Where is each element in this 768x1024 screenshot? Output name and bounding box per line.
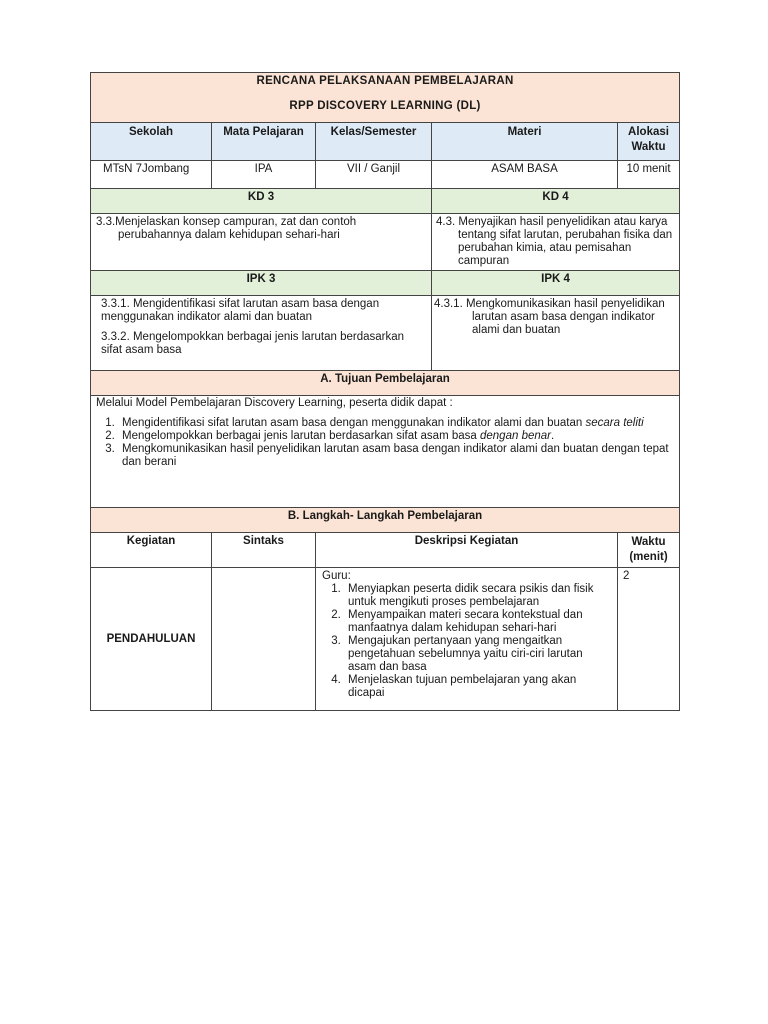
- deskripsi-pendahuluan: [316, 568, 618, 711]
- ipk4-text: 4.3.1. Mengkomunikasikan hasil penyelidikan larutan asam basa dengan indikator alami dan buatan: [434, 298, 665, 336]
- col-kegiatan: Kegiatan: [91, 533, 212, 568]
- ipk3-item-1: 3.3.1. Mengidentifikasi sifat larutan asam basa dengan menggunakan indikator alami dan buatan: [101, 298, 380, 323]
- header-alokasi-waktu: Alokasi Waktu: [618, 123, 680, 161]
- header-mata-pelajaran: Mata Pelajaran: [212, 123, 316, 161]
- ipk-text-row: [91, 296, 680, 371]
- tujuan-item-2-text: Mengelompokkan berbagai jenis larutan berdasarkan sifat asam basa: [122, 430, 480, 442]
- ipk4-cell: [432, 296, 680, 371]
- pendahuluan-steps: [322, 583, 612, 700]
- pendahuluan-step-1: 1. Menyiapkan peserta didik secara psikis dan fisik untuk mengikuti proses pembelajaran: [344, 583, 612, 609]
- tujuan-item-1-emphasis: secara teliti: [585, 417, 644, 429]
- rpp-document: [90, 72, 679, 711]
- kd-text-row: [91, 214, 680, 271]
- tujuan-content-row: [91, 396, 680, 508]
- tujuan-item-2-emphasis: dengan benar: [480, 430, 551, 442]
- value-materi: ASAM BASA: [432, 161, 618, 189]
- info-value-row: [91, 161, 680, 189]
- tujuan-list: [96, 417, 674, 469]
- langkah-row-pendahuluan: [91, 568, 680, 711]
- header-sekolah: Sekolah: [91, 123, 212, 161]
- tujuan-item-2: [118, 430, 674, 443]
- title-row: [91, 73, 680, 123]
- kegiatan-pendahuluan: PENDAHULUAN: [91, 568, 212, 711]
- waktu-pendahuluan: 2: [618, 568, 680, 711]
- tujuan-content: [91, 396, 680, 508]
- tujuan-item-1-text: Mengidentifikasi sifat larutan asam basa dengan menggunakan indikator alami dan buatan: [122, 417, 586, 429]
- header-materi: Materi: [432, 123, 618, 161]
- ipk3-cell: [91, 296, 432, 371]
- ipk3-item-2: 3.3.2. Mengelompokkan berbagai jenis larutan berdasarkan sifat asam basa: [101, 331, 405, 356]
- tujuan-heading-row: [91, 371, 680, 396]
- tujuan-heading: A. Tujuan Pembelajaran: [91, 371, 680, 396]
- value-alokasi-waktu: 10 menit: [618, 161, 680, 189]
- document-title-cell: [91, 73, 680, 123]
- value-kelas-semester: VII / Ganjil: [316, 161, 432, 189]
- pendahuluan-step-2: 2. Menyampaikan materi secara kontekstual dan manfaatnya dalam kehidupan sehari-hari: [344, 609, 612, 635]
- tujuan-item-3: 3. Mengkomunikasikan hasil penyelidikan larutan asam basa dengan indikator alami dan buatan dengan tepat dan berani: [118, 443, 674, 469]
- tujuan-intro: Melalui Model Pembelajaran Discovery Learning, peserta didik dapat :: [96, 397, 453, 409]
- document-subtitle: RPP DISCOVERY LEARNING (DL): [289, 100, 481, 112]
- langkah-heading-row: [91, 508, 680, 533]
- col-deskripsi: Deskripsi Kegiatan: [316, 533, 618, 568]
- pendahuluan-step-3: 3. Mengajukan pertanyaan yang mengaitkan pengetahuan sebelumnya yaitu ciri-ciri larutan asam dan basa: [344, 635, 612, 674]
- kd-label-row: [91, 189, 680, 214]
- document-title: RENCANA PELAKSANAAN PEMBELAJARAN: [256, 75, 514, 87]
- col-sintaks: Sintaks: [212, 533, 316, 568]
- langkah-header-row: [91, 533, 680, 568]
- info-header-row: [91, 123, 680, 161]
- kd4-cell: [432, 214, 680, 271]
- tujuan-item-2-period: .: [550, 430, 555, 442]
- guru-label: Guru:: [322, 570, 351, 582]
- ipk3-label: IPK 3: [91, 271, 432, 296]
- kd3-label: KD 3: [91, 189, 432, 214]
- col-waktu: Waktu (menit): [618, 533, 680, 568]
- tujuan-item-1: [118, 417, 674, 430]
- header-kelas-semester: Kelas/Semester: [316, 123, 432, 161]
- kd3-text: 3.3.Menjelaskan konsep campuran, zat dan contoh perubahannya dalam kehidupan sehari-hari: [96, 216, 357, 241]
- sintaks-pendahuluan: [212, 568, 316, 711]
- kd4-text: 4.3. Menyajikan hasil penyelidikan atau karya tentang sifat larutan, perubahan fisika dan perubahan kimia, atau pemisahan campuran: [436, 216, 673, 267]
- kd4-label: KD 4: [432, 189, 680, 214]
- value-sekolah: MTsN 7Jombang: [91, 161, 212, 189]
- ipk4-label: IPK 4: [432, 271, 680, 296]
- langkah-heading: B. Langkah- Langkah Pembelajaran: [91, 508, 680, 533]
- kd3-cell: [91, 214, 432, 271]
- ipk-label-row: [91, 271, 680, 296]
- rpp-table: [90, 72, 680, 711]
- value-mata-pelajaran: IPA: [212, 161, 316, 189]
- pendahuluan-step-4: 4. Menjelaskan tujuan pembelajaran yang akan dicapai: [344, 674, 612, 700]
